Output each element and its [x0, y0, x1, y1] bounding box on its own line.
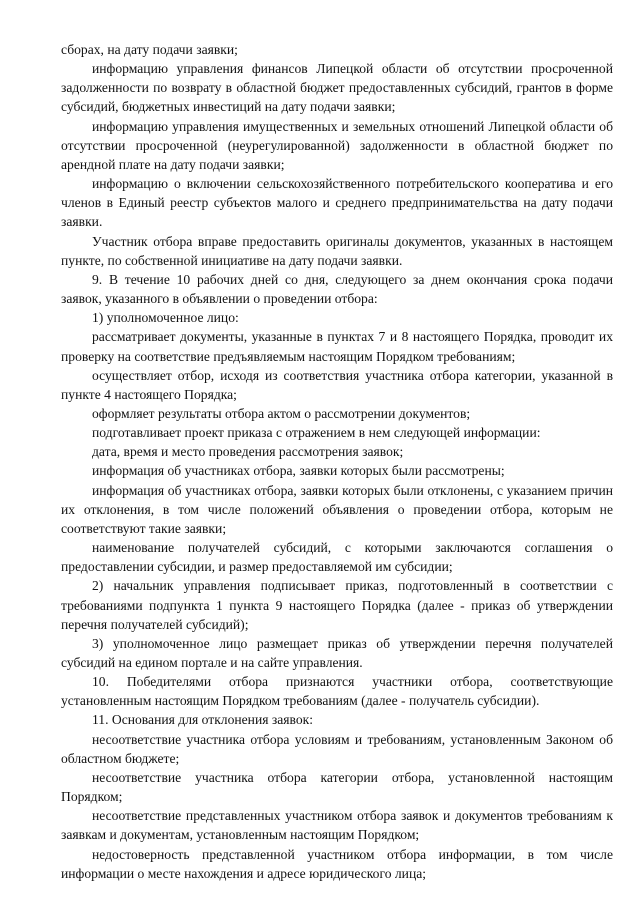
document-body: [61, 40, 613, 883]
paragraph: 1) уполномоченное лицо:: [92, 310, 239, 326]
paragraph: недостоверность представленной участником отбора информации, в том числе информации о месте нахождения и адресе юридического лица;: [61, 846, 613, 881]
paragraph: несоответствие представленных участником отбора заявок и документов требованиям к заявкам и документам, установленным настоящим Порядком;: [61, 808, 613, 843]
paragraph: дата, время и место проведения рассмотрения заявок;: [92, 444, 404, 460]
paragraph: информация об участниках отбора, заявки которых были рассмотрены;: [92, 463, 505, 479]
paragraph: 2) начальник управления подписывает приказ, подготовленный в соответствии с требованиями подпункта 1 пункта 9 настоящего Порядка (далее - приказ об утверждении перечня получателей субсидий);: [61, 578, 613, 632]
paragraph: информацию управления финансов Липецкой области об отсутствии просроченной задолженности по возврату в областной бюджет предоставленных субсидий, грантов в форме субсидий, бюджетных инвестиций на дату подачи заявки;: [61, 61, 613, 115]
paragraph: рассматривает документы, указанные в пунктах 7 и 8 настоящего Порядка, проводит их проверку на соответствие предъявляемым настоящим Порядком требованиям;: [61, 329, 613, 364]
paragraph: наименование получателей субсидий, с которыми заключаются соглашения о предоставлении субсидии, и размер предоставляемой им субсидии;: [61, 540, 613, 575]
paragraph: оформляет результаты отбора актом о рассмотрении документов;: [92, 405, 471, 421]
paragraph: 9. В течение 10 рабочих дней со дня, следующего за днем окончания срока подачи заявок, указанного в объявлении о проведении отбора:: [61, 271, 613, 307]
paragraph: 11. Основания для отклонения заявок:: [92, 712, 314, 728]
paragraph: 3) уполномоченное лицо размещает приказ об утверждении перечня получателей субсидий на едином портале и на сайте управления.: [61, 635, 613, 670]
paragraph: несоответствие участника отбора условиям и требованиям, установленным Законом об областном бюджете;: [61, 731, 613, 766]
paragraph: информацию управления имущественных и земельных отношений Липецкой области об отсутствии просроченной (неурегулированной) задолженности в областной бюджет по арендной плате на дату подачи заявки;: [61, 118, 613, 172]
paragraph: Участник отбора вправе предоставить оригиналы документов, указанных в настоящем пункте, по собственной инициативе на дату подачи заявки.: [61, 233, 613, 268]
paragraph: осуществляет отбор, исходя из соответствия участника отбора категории, указанной в пункте 4 настоящего Порядка;: [61, 367, 613, 402]
paragraph: несоответствие участника отбора категории отбора, установленной настоящим Порядком;: [61, 769, 613, 805]
paragraph: 10. Победителями отбора признаются участники отбора, соответствующие установленным настоящим Порядком требованиям (далее - получатель субсидии).: [61, 674, 613, 709]
paragraph: подготавливает проект приказа с отражением в нем следующей информации:: [92, 425, 541, 441]
paragraph: информацию о включении сельскохозяйственного потребительского кооператива и его членов в Единый реестр субъектов малого и среднего предпринимательства на дату подачи заявки.: [61, 176, 613, 230]
paragraph: информация об участниках отбора, заявки которых были отклонены, с указанием причин их отклонения, в том числе положений объявления о проведении отбора, которым не соответствуют такие заявки;: [61, 482, 613, 536]
paragraph: сборах, на дату подачи заявки;: [61, 42, 238, 57]
